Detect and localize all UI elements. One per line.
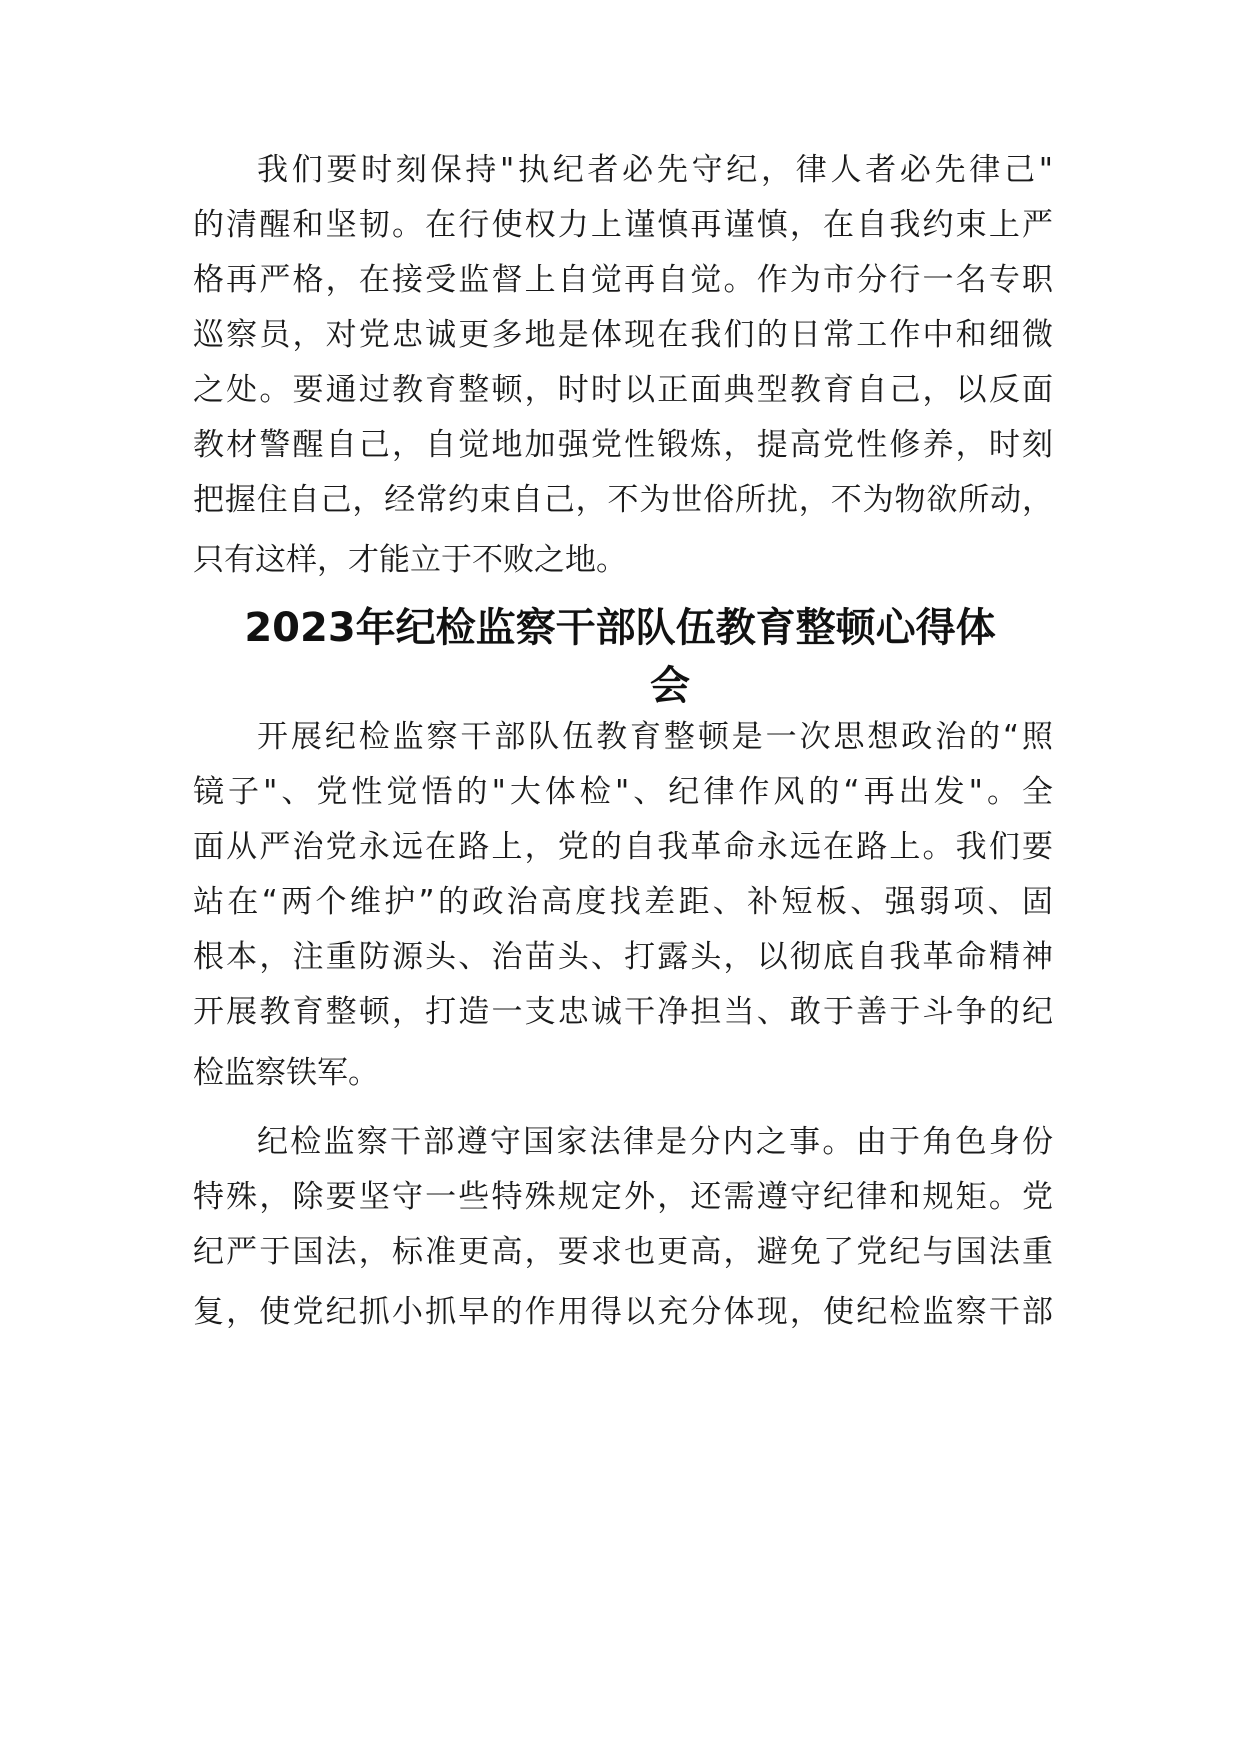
paragraph-line: 我们要时刻保持"执纪者必先守纪，律人者必先律己" <box>257 152 1053 188</box>
paragraph-line: 开展教育整顿，打造一支忠诚干净担当、敢于善于斗争的纪 <box>193 994 1053 1030</box>
paragraph-line: 格再严格，在接受监督上自觉再自觉。作为市分行一名专职 <box>193 262 1053 298</box>
heading-line-2: 会 <box>650 663 690 709</box>
paragraph-line: 复，使党纪抓小抓早的作用得以充分体现，使纪检监察干部 <box>193 1294 1053 1330</box>
paragraph-line: 镜子"、党性觉悟的"大体检"、纪律作风的“再出发"。全 <box>193 774 1053 810</box>
heading-line-1: 2023年纪检监察干部队伍教育整顿心得体 <box>244 605 996 651</box>
paragraph-line: 之处。要通过教育整顿，时时以正面典型教育自己，以反面 <box>193 372 1053 408</box>
paragraph-line: 只有这样，才能立于不败之地。 <box>193 542 627 578</box>
paragraph-line: 检监察铁军。 <box>193 1055 379 1091</box>
paragraph-line: 特殊，除要坚守一些特殊规定外，还需遵守纪律和规矩。党 <box>193 1179 1053 1215</box>
paragraph-line: 的清醒和坚韧。在行使权力上谨慎再谨慎，在自我约束上严 <box>193 207 1053 243</box>
paragraph-line: 开展纪检监察干部队伍教育整顿是一次思想政治的“照 <box>257 719 1053 755</box>
paragraph-line: 面从严治党永远在路上，党的自我革命永远在路上。我们要 <box>193 829 1053 865</box>
paragraph-line: 站在“两个维护”的政治高度找差距、补短板、强弱项、固 <box>193 884 1053 920</box>
paragraph-line: 根本，注重防源头、治苗头、打露头，以彻底自我革命精神 <box>193 939 1053 975</box>
paragraph-line: 把握住自己，经常约束自己，不为世俗所扰，不为物欲所动， <box>193 482 1053 518</box>
paragraph-line: 纪严于国法，标准更高，要求也更高，避免了党纪与国法重 <box>193 1234 1053 1270</box>
paragraph-line: 巡察员，对党忠诚更多地是体现在我们的日常工作中和细微 <box>193 317 1053 353</box>
paragraph-line: 纪检监察干部遵守国家法律是分内之事。由于角色身份 <box>257 1124 1053 1160</box>
paragraph-line: 教材警醒自己，自觉地加强党性锻炼，提高党性修养，时刻 <box>193 427 1053 463</box>
